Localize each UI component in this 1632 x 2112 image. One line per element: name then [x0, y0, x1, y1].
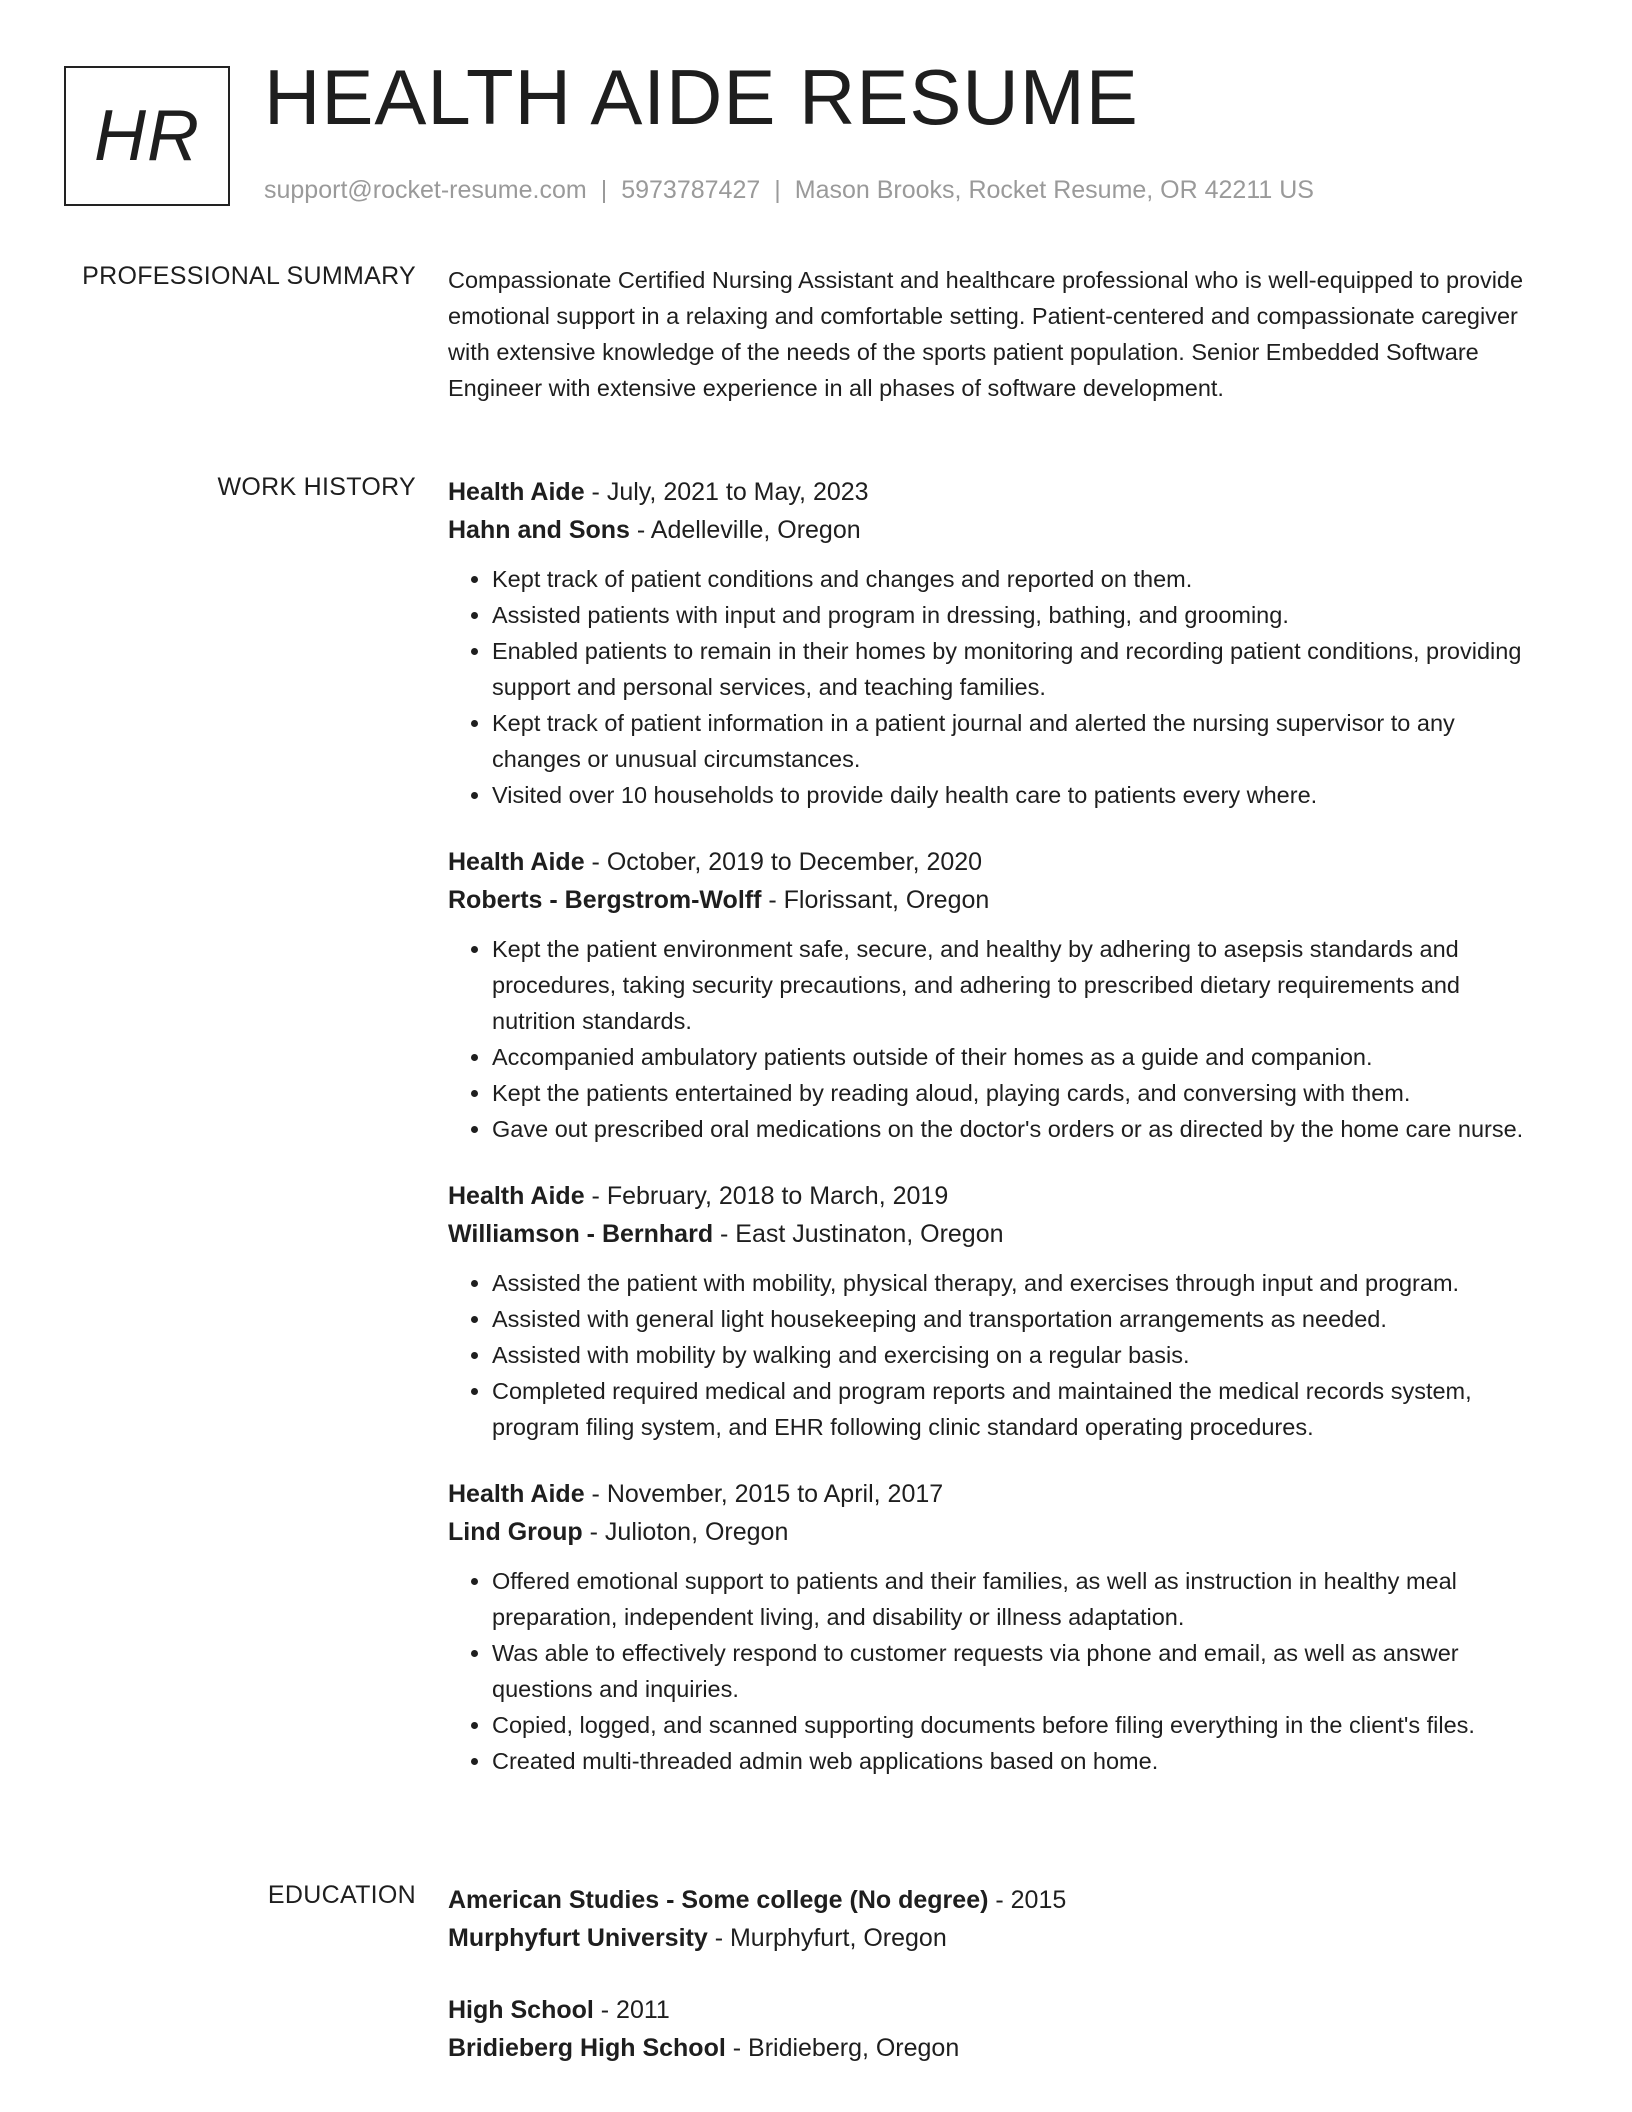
education-entry: [448, 1881, 1544, 1957]
employer-name: Roberts - Bergstrom-Wolff: [448, 886, 762, 914]
job-dates: - November, 2015 to April, 2017: [584, 1480, 944, 1508]
employer-name: Williamson - Bernhard: [448, 1220, 714, 1248]
job-entry: [448, 473, 1544, 813]
job-bullet: • Kept the patients entertained by reading aloud, playing cards, and conversing with them.: [492, 1075, 1544, 1111]
summary-text: Compassionate Certified Nursing Assistant and healthcare professional who is well-equipped to provide emotional support in a relaxing and comfortable setting. Patient-centered and compassionate caregiver with extensive knowledge of the needs of the sports patient population. Senior Embedded Software Engineer with extensive experience in all phases of software development.: [448, 267, 1524, 401]
contact-address: Mason Brooks, Rocket Resume, OR 42211 US: [794, 176, 1314, 204]
degree-line: [448, 1881, 1544, 1919]
job-bullet: • Kept track of patient information in a patient journal and alerted the nursing supervisor to any changes or unusual circumstances.: [492, 705, 1544, 777]
contact-separator: |: [600, 176, 608, 204]
section-title-summary: PROFESSIONAL SUMMARY: [82, 262, 416, 290]
employer-location: - Adelleville, Oregon: [629, 516, 861, 544]
job-title-line: [448, 1177, 1544, 1215]
job-bullet: • Was able to effectively respond to customer requests via phone and email, as well as answer questions and inquiries.: [492, 1635, 1544, 1707]
school-name: Murphyfurt University: [448, 1924, 708, 1952]
employer-location: - Julioton, Oregon: [582, 1518, 789, 1546]
job-role: Health Aide: [448, 478, 585, 506]
summary-body: [448, 262, 1544, 406]
job-bullet: • Copied, logged, and scanned supporting documents before filing everything in the client's files.: [492, 1707, 1544, 1743]
job-bullets: [448, 1563, 1544, 1779]
employer-name: Hahn and Sons: [448, 516, 630, 544]
job-bullets: [448, 931, 1544, 1147]
job-bullet: • Kept track of patient conditions and changes and reported on them.: [492, 561, 1544, 597]
section-title-education: EDUCATION: [267, 1881, 416, 1909]
job-entry: [448, 843, 1544, 1147]
job-bullet: • Assisted the patient with mobility, physical therapy, and exercises through input and program.: [492, 1265, 1544, 1301]
school-name: Bridieberg High School: [448, 2034, 726, 2062]
job-dates: - July, 2021 to May, 2023: [584, 478, 869, 506]
job-title-line: [448, 843, 1544, 881]
job-bullets: [448, 1265, 1544, 1445]
job-title-line: [448, 1475, 1544, 1513]
job-role: Health Aide: [448, 848, 585, 876]
job-bullet: • Offered emotional support to patients and their families, as well as instruction in healthy meal preparation, independent living, and disability or illness adaptation.: [492, 1563, 1544, 1635]
contact-separator: |: [774, 176, 781, 204]
degree-year: - 2015: [988, 1886, 1067, 1914]
job-role: Health Aide: [448, 1182, 585, 1210]
job-bullet: • Assisted patients with input and program in dressing, bathing, and grooming.: [492, 597, 1544, 633]
job-bullet: • Enabled patients to remain in their homes by monitoring and recording patient conditions, providing support and personal services, and teaching families.: [492, 633, 1544, 705]
degree-name: High School: [448, 1996, 594, 2024]
job-bullet: • Assisted with general light housekeeping and transportation arrangements as needed.: [492, 1301, 1544, 1337]
job-bullet: • Gave out prescribed oral medications on the doctor's orders or as directed by the home care nurse.: [492, 1111, 1544, 1147]
degree-name: American Studies - Some college (No degree): [448, 1886, 989, 1914]
job-entry: [448, 1475, 1544, 1779]
job-dates: - February, 2018 to March, 2019: [584, 1182, 949, 1210]
employer-line: [448, 1215, 1544, 1253]
job-bullet: • Accompanied ambulatory patients outside of their homes as a guide and companion.: [492, 1039, 1544, 1075]
employer-line: [448, 881, 1544, 919]
job-bullet: • Created multi-threaded admin web applications based on home.: [492, 1743, 1544, 1779]
section-title-work-history: WORK HISTORY: [217, 473, 416, 501]
contact-phone[interactable]: 5973787427: [621, 176, 761, 204]
job-bullet: • Completed required medical and program reports and maintained the medical records system, program filing system, and EHR following clinic standard operating procedures.: [492, 1373, 1544, 1445]
employer-location: - East Justinaton, Oregon: [713, 1220, 1004, 1248]
school-location: - Bridieberg, Oregon: [725, 2034, 960, 2062]
employer-location: - Florissant, Oregon: [761, 886, 990, 914]
job-role: Health Aide: [448, 1480, 585, 1508]
job-dates: - October, 2019 to December, 2020: [584, 848, 983, 876]
education-body: [448, 1881, 1544, 2101]
monogram-logo: HR: [64, 66, 230, 206]
contact-email[interactable]: support@rocket-resume.com: [264, 176, 587, 204]
job-title-line: [448, 473, 1544, 511]
contact-line: [264, 176, 1314, 205]
school-line: [448, 1919, 1544, 1957]
employer-name: Lind Group: [448, 1518, 583, 1546]
job-bullet: • Kept the patient environment safe, secure, and healthy by adhering to asepsis standards and procedures, taking security precautions, and adhering to prescribed dietary requirements and nutrition standards.: [492, 931, 1544, 1039]
degree-year: - 2011: [593, 1996, 670, 2024]
job-bullet: • Assisted with mobility by walking and exercising on a regular basis.: [492, 1337, 1544, 1373]
degree-line: [448, 1991, 1544, 2029]
job-bullet: • Visited over 10 households to provide daily health care to patients every where.: [492, 777, 1544, 813]
school-location: - Murphyfurt, Oregon: [707, 1924, 947, 1952]
employer-line: [448, 511, 1544, 549]
job-bullets: [448, 561, 1544, 813]
resume-title: HEALTH AIDE RESUME: [264, 53, 1139, 141]
school-line: [448, 2029, 1544, 2067]
job-entry: [448, 1177, 1544, 1445]
work-history-body: [448, 473, 1544, 1809]
education-entry: [448, 1991, 1544, 2067]
employer-line: [448, 1513, 1544, 1551]
